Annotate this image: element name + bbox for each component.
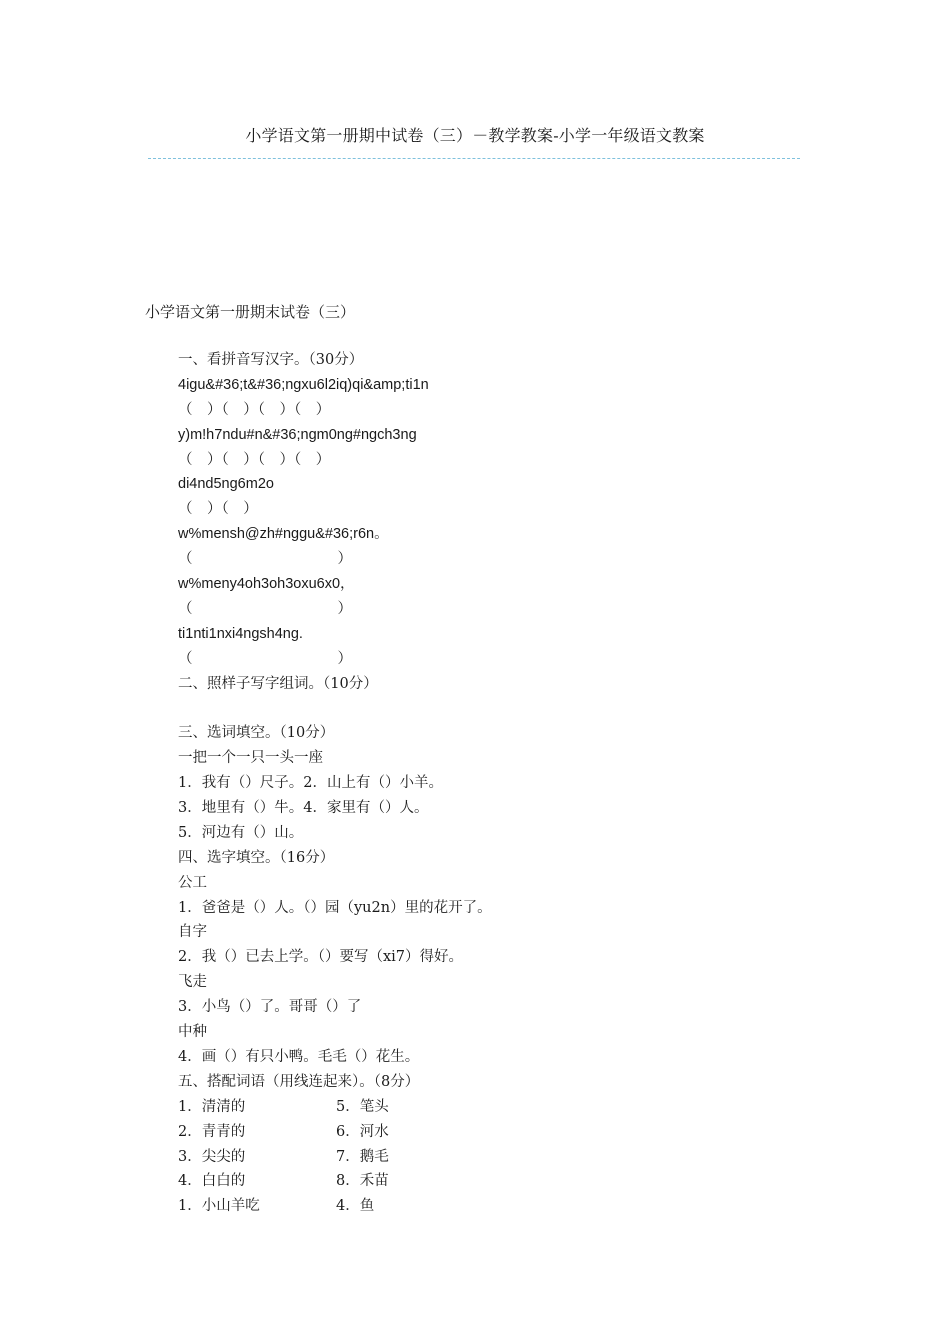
match-row [178,1194,818,1219]
answer-blanks: （ ） [178,551,352,568]
document-body [178,348,818,1219]
char-choices: 自字 [178,924,207,941]
answer-blanks: （ ）（ ）（ ）（ ） [178,451,331,468]
answer-blanks: （ ）（ ）（ ）（ ） [178,401,331,418]
match-left-item: 4．白白的 [178,1173,246,1190]
match-right-item: 5．笔头 [336,1098,389,1115]
section3-heading: 三、选词填空。（10分） [178,725,335,742]
question-line: 3．地里有（）牛。4．家里有（）人。 [178,800,429,817]
char-choices: 飞走 [178,974,207,991]
pinyin-line: w%mensh@zh#nggu&#36;r6n。 [178,526,389,543]
section5-heading: 五、搭配词语（用线连起来）。（8分） [178,1073,420,1090]
char-choices: 中种 [178,1024,207,1041]
answer-blanks: （ ） [178,600,352,617]
question-line: 1．我有（）尺子。2．山上有（）小羊。 [178,775,443,792]
question-line: 1．爸爸是（）人。（）园（yu2n）里的花开了。 [178,899,492,916]
match-row [178,1169,818,1194]
header-divider [148,158,800,159]
pinyin-line: ti1nti1nxi4ngsh4ng. [178,625,303,642]
word-choices: 一把一个一只一头一座 [178,750,323,767]
match-row [178,1145,818,1170]
question-line: 2．我（）已去上学。（）要写（xi7）得好。 [178,949,464,966]
section1-heading: 一、看拼音写汉字。（30分） [178,352,364,368]
match-right-item: 4．鱼 [336,1198,375,1215]
match-right-item: 6．河水 [336,1123,389,1140]
pinyin-line: 4igu&#36;t&#36;ngxu6l2iq)qi&amp;ti1n [178,376,429,393]
answer-blanks: （ ） [178,650,352,667]
match-left-item: 2．青青的 [178,1123,246,1140]
pinyin-line: y)m!h7ndu#n&#36;ngm0ng#ngch3ng [178,426,417,443]
char-choices: 公工 [178,874,207,891]
answer-blanks: （ ）（ ） [178,501,258,518]
pinyin-line: di4nd5ng6m2o [178,476,274,493]
match-left-item: 1．清清的 [178,1098,246,1115]
section4-heading: 四、选字填空。（16分） [178,849,335,866]
header-title: 小学语文第一册期中试卷（三）－教学教案-小学一年级语文教案 [245,126,705,145]
blank-line [178,696,818,721]
question-line: 5．河边有（）山。 [178,824,304,841]
question-line: 3．小鸟（）了。哥哥（）了 [178,999,362,1016]
match-row [178,1095,818,1120]
match-left-item: 1．小山羊吃 [178,1198,260,1215]
section2-heading: 二、照样子写字组词。（10分） [178,675,378,692]
match-right-item: 7．鹅毛 [336,1148,389,1165]
question-line: 4．画（）有只小鸭。毛毛（）花生。 [178,1048,420,1065]
match-row [178,1120,818,1145]
pinyin-line: w%meny4oh3oh3oxu6x0， [178,576,355,593]
match-left-item: 3．尖尖的 [178,1148,246,1165]
document-title: 小学语文第一册期末试卷（三） [145,303,356,321]
match-right-item: 8．禾苗 [336,1173,389,1190]
